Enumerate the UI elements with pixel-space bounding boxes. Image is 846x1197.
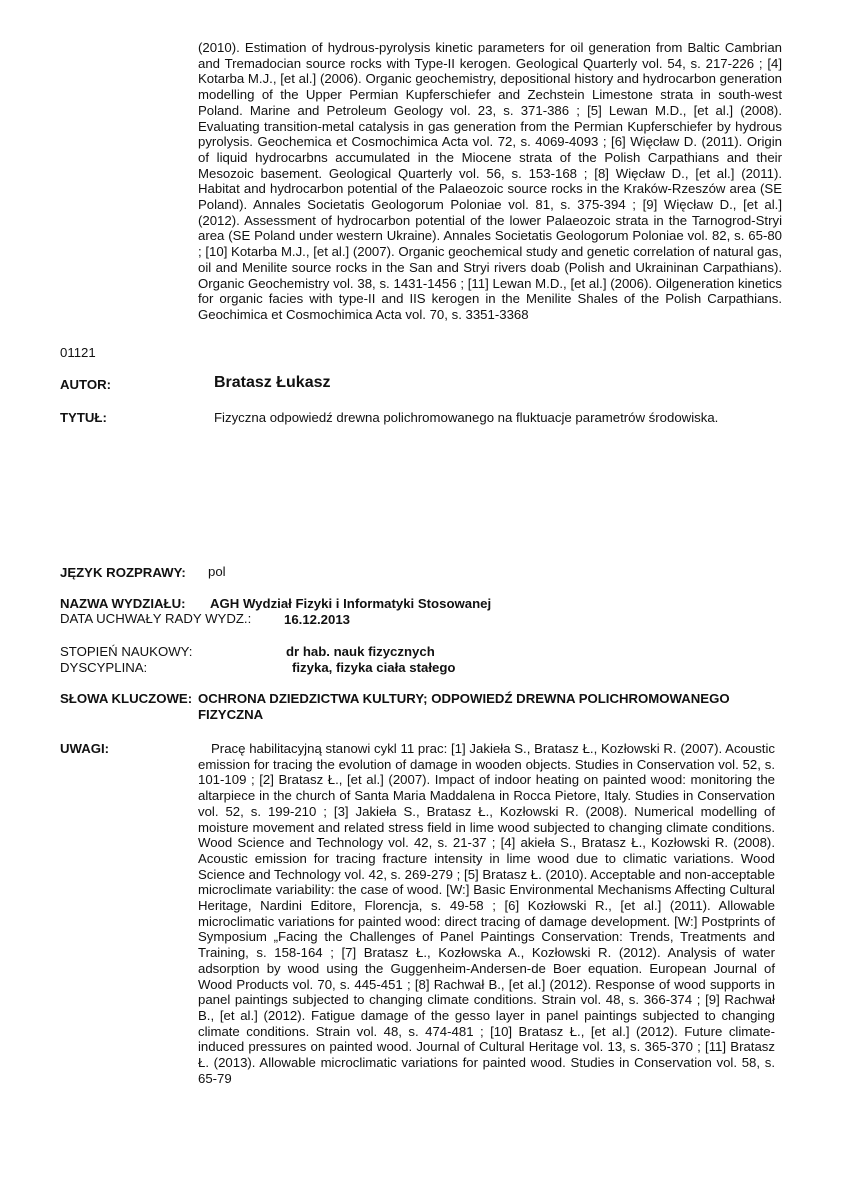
jezyk-label: JĘZYK ROZPRAWY: xyxy=(60,565,186,580)
data-uchwaly-value: 16.12.2013 xyxy=(284,612,351,627)
slowa-label: SŁOWA KLUCZOWE: xyxy=(60,691,193,706)
continued-references: (2010). Estimation of hydrous-pyrolysis kinetic parameters for oil generation from Baltic Cambrian and Tremadocian source rocks with Type-II kerogen. Geological Quarterly vol. 54, s. 217-226 ; [4] Kotarba M.J., [et al.] (2006). Organic geochemistry, depositional history and hydrocarbon generation modelling of the Upper Permian Kupferschiefer and Zechstein Limestone strata in south-west Poland. Marine and Petroleum Geology vol. 23, s. 371-386 ; [5] Lewan M.D., [et al.] (2008). Evaluating transition-metal catalysis in gas generation from the Permian Kupferschiefer by hydrous pyrolysis. Geochemica et Cosmochimica Acta vol. 72, s. 4069-4093 ; [6] Więcław D. (2011). Origin of liquid hydrocarbns accumulated in the Miocene strata of the Polish Carpathians and their Mesozoic basement. Geological Quarterly vol. 56, s. 153-168 ; [8] Więcław D., [et al.] (2011). Habitat and hydrocarbon potential of the Palaeozoic source rocks in the Kraków-Rzeszów area (SE Poland). Annales Societatis Geologorum Poloniae vol. 81, s. 375-394 ; [9] Więcław D., [et al.] (2012). Assessment of hydrocarbon potential of the lower Palaeozoic strata in the Tarnogrod-Stryi area (SE Poland under western Ukraine). Annales Societatis Geologorum Poloniae vol. 82, s. 65-80 ; [10] Kotarba M.J., [et al.] (2007). Organic geochemical study and genetic correlation of natural gas, oil and Menilite source rocks in the San and Stryi rivers doab (Polish and Ukraininan Carpathians). Organic Geochemistry vol. 38, s. 1431-1456 ; [11] Lewan M.D., [et al.] (2006). Oilgeneration kinetics for organic facies with type-II and IIS kerogen in the Menilite Shales of the Polish Carpathians. Geochimica et Cosmochimica Acta vol. 70, s. 3351-3368 xyxy=(198,40,782,322)
jezyk-value: pol xyxy=(208,564,226,579)
dyscyplina-label: DYSCYPLINA: xyxy=(60,660,148,675)
stopien-value: dr hab. nauk fizycznych xyxy=(286,644,435,659)
tytul-label: TYTUŁ: xyxy=(60,410,107,425)
autor-value: Bratasz Łukasz xyxy=(214,374,331,391)
stopien-label: STOPIEŃ NAUKOWY: xyxy=(60,644,193,659)
wydzial-value: AGH Wydział Fizyki i Informatyki Stosowanej xyxy=(210,596,492,611)
uwagi-value: Pracę habilitacyjną stanowi cykl 11 prac: [1] Jakieła S., Bratasz Ł., Kozłowski R. (2007). Acoustic emission for tracing the evolution of damage in wooden objects. Studies in Conservation vol. 52, s. 101-109 ; [2] Bratasz Ł., [et al.] (2007). Impact of indoor heating on painted wood: monitoring the altarpiece in the church of Santa Maria Maddalena in Rocca Pietore, Italy. Studies in Conservation vol. 52, s. 199-210 ; [3] Jakieła S., Bratasz Ł., Kozłowski R. (2008). Numerical modelling of moisture movement and related stress field in lime wood subjected to changing climate conditions. Wood Science and Technology vol. 42, s. 21-37 ; [4] akieła S., Bratasz Ł., Kozłowski R. (2008). Acoustic emission for tracing fracture intensity in lime wood due to climatic variations. Wood Science and Technology vol. 42, s. 269-279 ; [5] Bratasz Ł. (2010). Acceptable and non-acceptable microclimate variability: the case of wood. [W:] Basic Environmental Mechanisms Affecting Cultural Heritage, Nardini Editore, Florencja, s. 49-58 ; [6] Kozłowski R., [et al.] (2011). Allowable microclimatic variations for painted wood: direct tracing of damage development. [W:] Postprints of Symposium „Facing the Challenges of Panel Paintings Conservation: Trends, Treatments and Training, s. 158-164 ; [7] Bratasz Ł., Kozłowska A., Kozłowski R. (2012). Analysis of water adsorption by wood using the Guggenheim-Andersen-de Boer equation. European Journal of Wood Products vol. 70, s. 445-451 ; [8] Rachwał B., [et al.] (2012). Response of wood supports in panel paintings subjected to changing climate conditions. Strain vol. 48, s. 366-374 ; [9] Rachwał B., [et al.] (2012). Fatigue damage of the gesso layer in panel paintings subjected to changing climate conditions. Strain vol. 48, s. 474-481 ; [10] Bratasz Ł., [et al.] (2012). Future climate-induced pressures on painted wood. Journal of Cultural Heritage vol. 13, s. 365-370 ; [11] Bratasz Ł. (2013). Allowable microclimatic variations for painted wood. Studies in Conservation vol. 58, s. 65-79 xyxy=(198,741,775,1086)
slowa-value: OCHRONA DZIEDZICTWA KULTURY; ODPOWIEDŹ DREWNA POLICHROMOWANEGO FIZYCZNA xyxy=(198,691,730,722)
autor-label: AUTOR: xyxy=(60,377,112,392)
dyscyplina-value: fizyka, fizyka ciała stałego xyxy=(292,660,456,675)
data-uchwaly-label: DATA UCHWAŁY RADY WYDZ.: xyxy=(60,611,252,626)
uwagi-label: UWAGI: xyxy=(60,741,110,756)
tytul-value: Fizyczna odpowiedź drewna polichromowanego na fluktuacje parametrów środowiska. xyxy=(214,410,719,425)
wydzial-label: NAZWA WYDZIAŁU: xyxy=(60,596,186,611)
record-id: 01121 xyxy=(60,345,96,360)
